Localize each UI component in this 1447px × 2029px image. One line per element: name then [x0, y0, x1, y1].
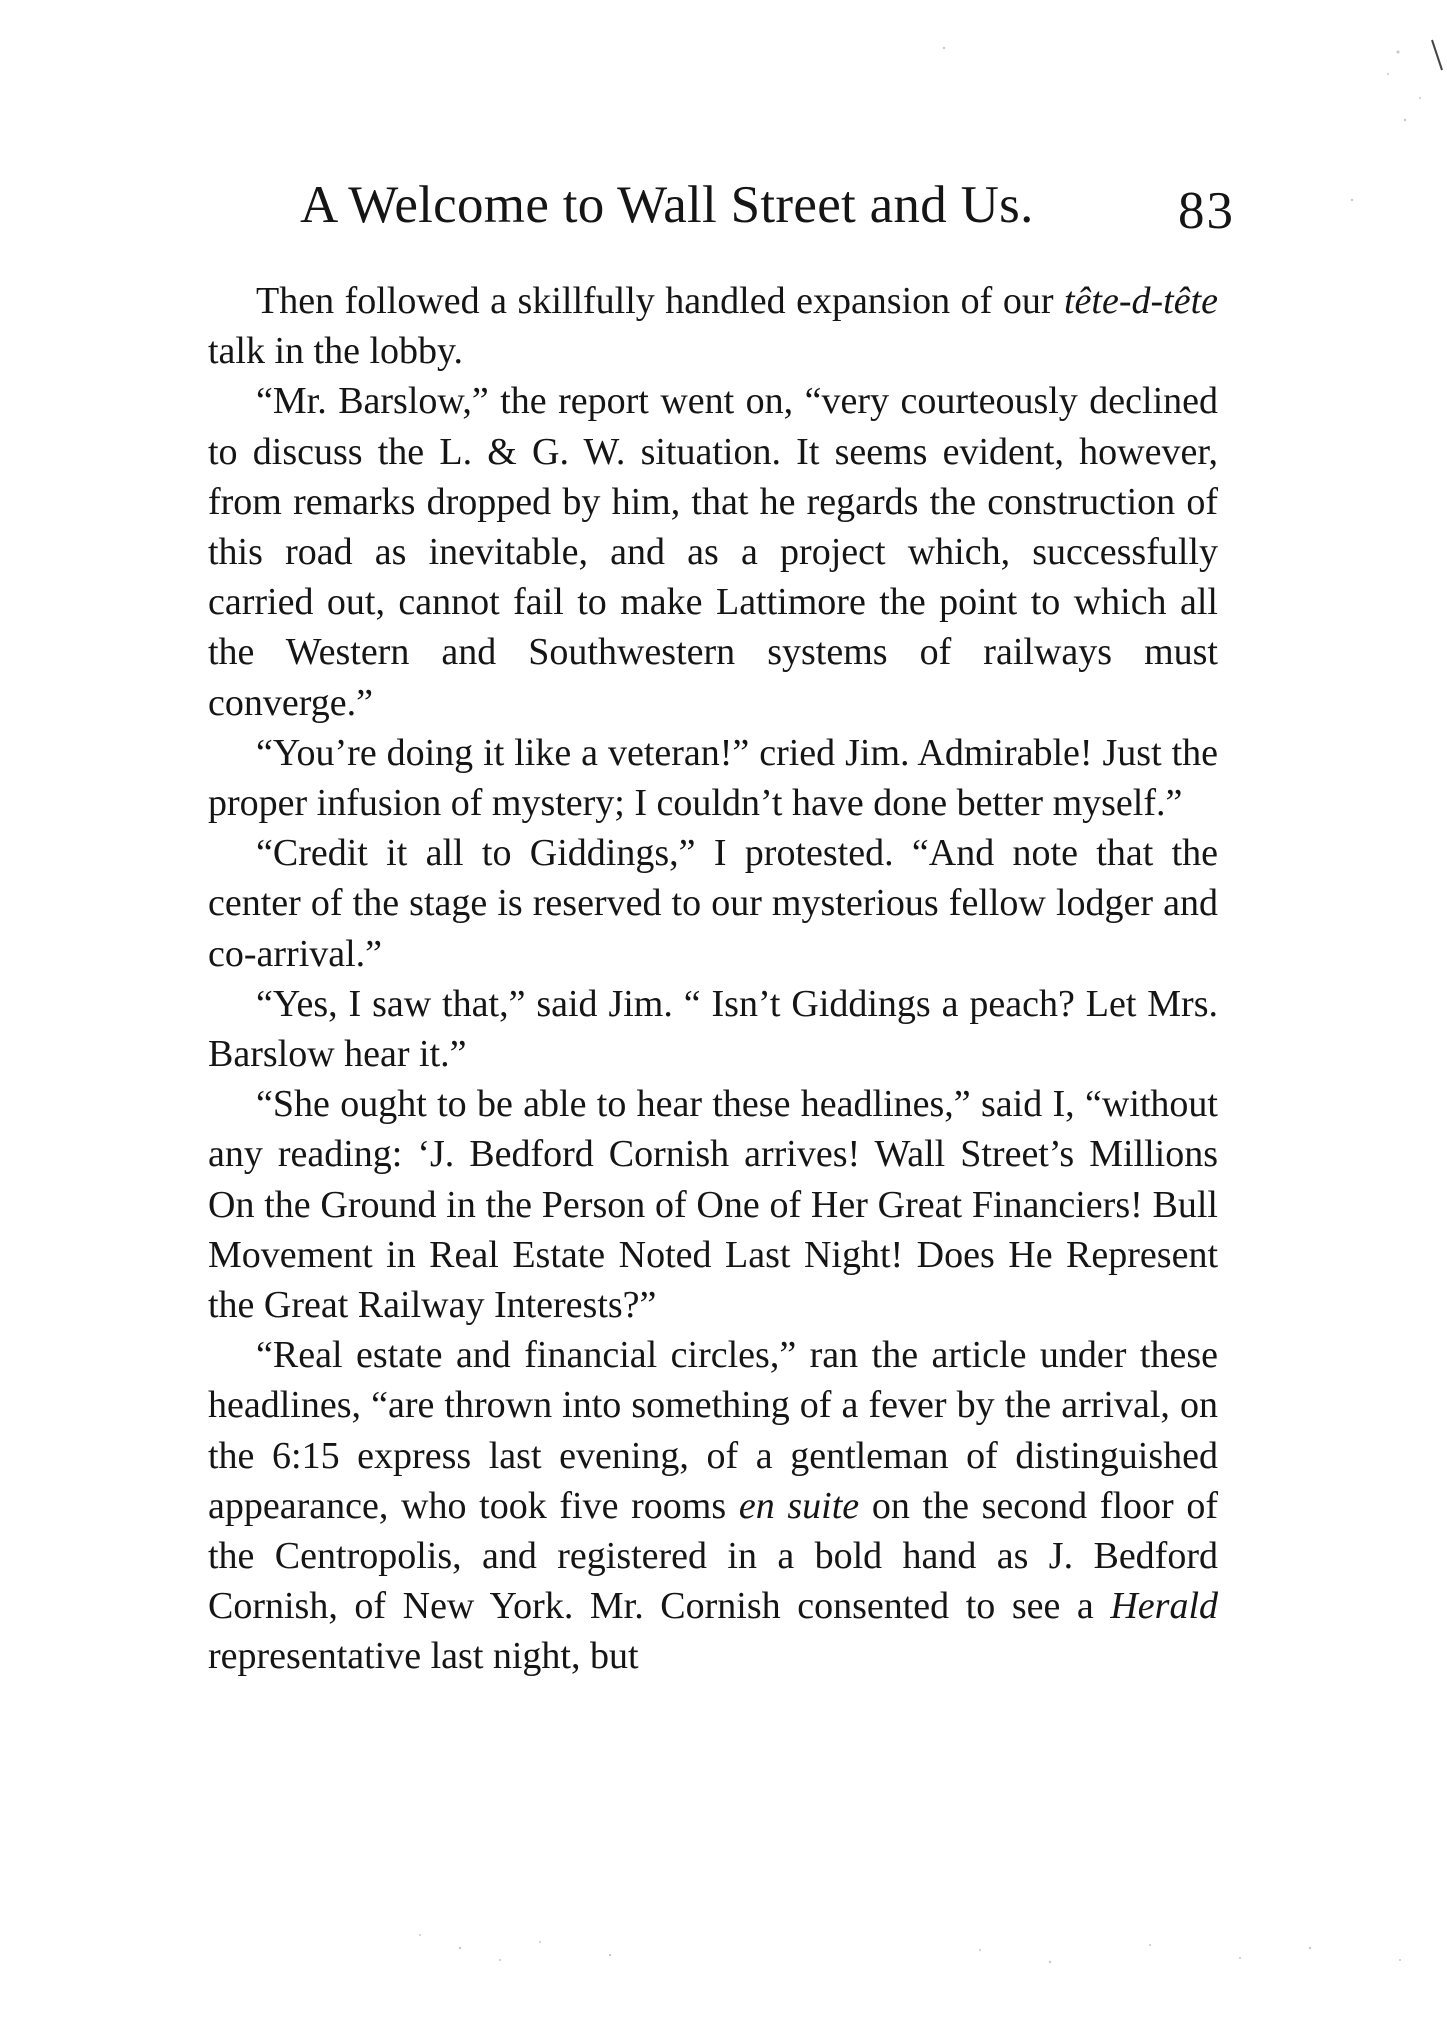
paragraph-7-italic-b: Herald: [1110, 1585, 1218, 1628]
paragraph-1-italic: tête-d-tête: [1063, 280, 1218, 322]
paragraph-7-text-a: “Real estate and financial circles,” ran the article under these headlines, “are thrown into something of a fever by the arrival, on the 6:15 express last evening, of a gentleman of distinguished appearance, who took five rooms: [208, 1334, 1218, 1527]
running-head: A Welcome to Wall Street and Us.: [300, 176, 1034, 234]
paragraph-7-italic-a: en suite: [738, 1484, 860, 1527]
paragraph-7-text-c: representative last night, but: [208, 1635, 639, 1678]
paragraph-2: “Mr. Barslow,” the report went on, “very courteously declined to discuss the L. & G. W. situation. It seems evident, however, from remarks dropped by him, that he regards the construction of this road as inevitable, and as a project which, successfully carried out, cannot fail to make Lattimore the point to which all the Western and Southwestern systems of railways must converge.”: [208, 380, 1218, 724]
paragraph-1-text-a: Then followed a skillfully handled expansion of our: [256, 280, 1064, 322]
page-header: [300, 165, 1235, 245]
paragraph-4: “Credit it all to Giddings,” I protested. “And note that the center of the stage is reserved to our mysterious fellow lodger and co-arrival.”: [208, 832, 1218, 975]
paragraph-1-text-b: talk in the lobby.: [208, 330, 464, 373]
paragraph-1: [208, 276, 1218, 376]
paragraph-5: “Yes, I saw that,” said Jim. “ Isn’t Giddings a peach? Let Mrs. Barslow hear it.”: [208, 982, 1218, 1076]
paragraph-7-text-b: on the second floor of the Centropolis, and registered in a bold hand as J. Bedford Cornish, of New York. Mr. Cornish consented to see a: [208, 1484, 1219, 1628]
paragraph-7: [208, 1330, 1218, 1681]
body-text: [208, 276, 1218, 1682]
paragraph-6: “She ought to be able to hear these headlines,” said I, “without any reading: ‘J. Bedford Cornish arrives! Wall Street’s Millions On the Ground in the Person of One of Her Great Financiers! Bull Movement in Real Estate Noted Last Night! Does He Represent the Great Railway Interests?”: [208, 1083, 1218, 1327]
page-number: 83: [1178, 182, 1235, 240]
paragraph-3: “You’re doing it like a veteran!” cried Jim. Admirable! Just the proper infusion of mystery; I couldn’t have done better myself.”: [208, 731, 1218, 825]
